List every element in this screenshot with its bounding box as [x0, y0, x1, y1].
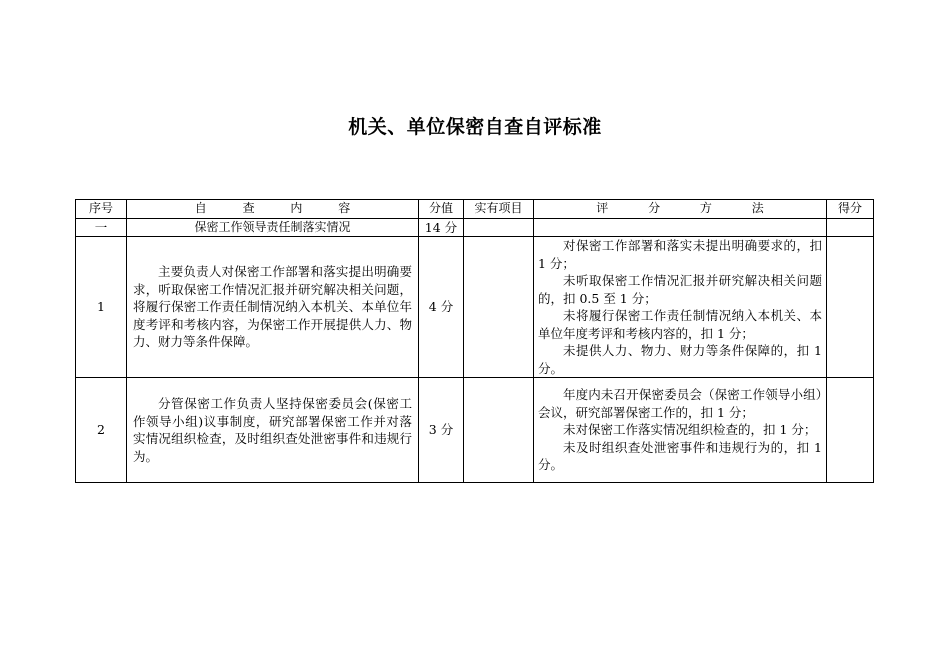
table-row — [76, 237, 874, 378]
section-index: 一 — [76, 218, 127, 237]
method-line: 年度内未召开保密委员会（保密工作领导小组）会议，研究部署保密工作的，扣 1 分； — [538, 387, 822, 420]
item-content — [127, 237, 419, 378]
item-index: 2 — [76, 378, 127, 483]
header-score: 分值 — [419, 200, 464, 219]
item-method — [534, 237, 827, 378]
method-line: 未及时组织查处泄密事件和违规行为的，扣 1 分。 — [538, 439, 822, 473]
item-actual-cell — [464, 237, 534, 378]
section-result-cell — [827, 218, 874, 237]
item-score: 3 分 — [419, 378, 464, 483]
document-title: 机关、单位保密自查自评标准 — [348, 116, 602, 138]
section-actual-cell — [464, 218, 534, 237]
method-line: 未听取保密工作情况汇报并研究解决相关问题的，扣 0.5 至 1 分； — [538, 273, 822, 306]
item-method — [534, 378, 827, 483]
self-assessment-table — [75, 199, 874, 483]
header-actual-items: 实有项目 — [464, 200, 534, 219]
header-content: 自 查 内 容 — [127, 200, 419, 219]
item-result-cell — [827, 237, 874, 378]
header-index: 序号 — [76, 200, 127, 219]
table-row — [76, 378, 874, 483]
item-result-cell — [827, 378, 874, 483]
item-score: 4 分 — [419, 237, 464, 378]
section-content: 保密工作领导责任制落实情况 — [127, 218, 419, 237]
item-actual-cell — [464, 378, 534, 483]
section-score: 14 分 — [419, 218, 464, 237]
header-result: 得分 — [827, 200, 874, 219]
item-index: 1 — [76, 237, 127, 378]
method-line: 未提供人力、物力、财力等条件保障的，扣 1 分。 — [538, 343, 822, 376]
table-header-row — [76, 200, 874, 219]
item-content — [127, 378, 419, 483]
header-method: 评 分 方 法 — [534, 200, 827, 219]
section-method-cell — [534, 218, 827, 237]
item-content-text: 主要负责人对保密工作部署和落实提出明确要求，听取保密工作情况汇报并研究解决相关问题，将履行保密工作责任制情况纳入本机关、本单位年度考评和考核内容，为保密工作开展提供人力、物力、财力等条件保障。 — [133, 264, 412, 350]
method-line: 未将履行保密工作责任制情况纳入本机关、本单位年度考评和考核内容的，扣 1 分； — [538, 308, 822, 341]
item-content-text: 分管保密工作负责人坚持保密委员会(保密工作领导小组)议事制度，研究部署保密工作并对落实情况组织检查，及时组织查处泄密事件和违规行为。 — [133, 396, 412, 464]
method-line: 对保密工作部署和落实未提出明确要求的，扣 1 分； — [538, 238, 822, 271]
method-line: 未对保密工作落实情况组织检查的，扣 1 分； — [563, 422, 817, 438]
section-row — [76, 218, 874, 237]
